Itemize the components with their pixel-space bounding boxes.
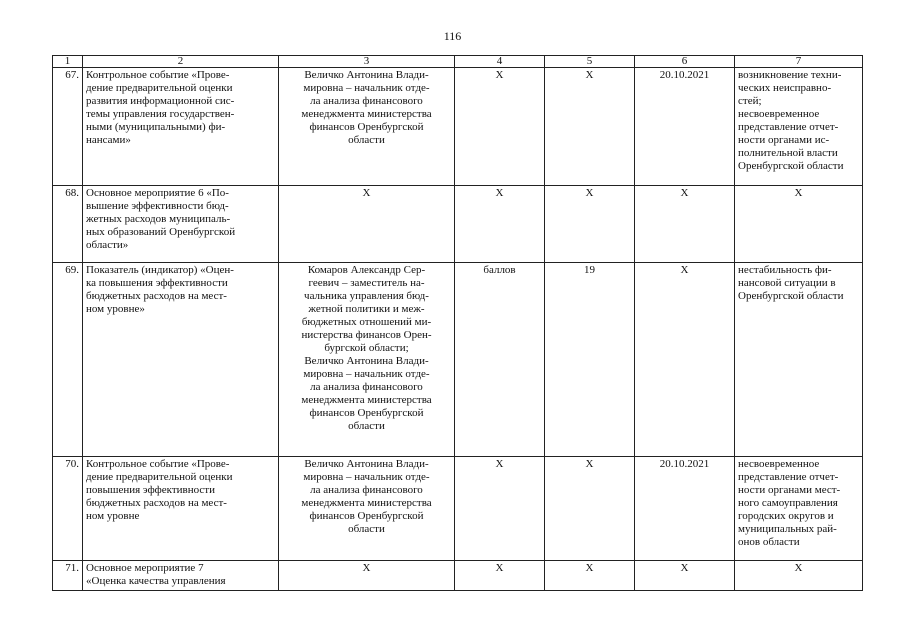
row-name: Основное мероприятие 6 «По- вышение эффективности бюд- жетных расходов муниципаль- ных образований Оренбургской области» — [83, 186, 279, 263]
row-name: Контрольное событие «Прове- дение предварительной оценки повышения эффективности бюджетных расходов на мест- ном уровне — [83, 457, 279, 561]
row-number: 68. — [53, 186, 83, 263]
row-unit: Х — [455, 457, 545, 561]
table-row — [53, 68, 863, 186]
col-header-7: 7 — [735, 56, 863, 68]
row-number: 71. — [53, 561, 83, 591]
page-number: 116 — [443, 29, 462, 43]
row-value: Х — [545, 457, 635, 561]
row-responsible: Величко Антонина Влади- мировна – начальник отде- ла анализа финансового менеджмента министерства финансов Оренбургской области — [279, 457, 455, 561]
row-risk: Х — [735, 561, 863, 591]
col-header-1: 1 — [53, 56, 83, 68]
row-unit: баллов — [455, 263, 545, 457]
header-row — [53, 56, 863, 68]
row-number: 70. — [53, 457, 83, 561]
col-header-4: 4 — [455, 56, 545, 68]
row-name: Контрольное событие «Прове- дение предварительной оценки развития информационной сис- темы управления государствен- ными (муниципальными) фи- нансами» — [83, 68, 279, 186]
row-risk: нестабильность фи- нансовой ситуации в Оренбургской области — [735, 263, 863, 457]
row-responsible: Х — [279, 561, 455, 591]
row-unit: Х — [455, 68, 545, 186]
row-risk: возникновение техни- ческих неисправно- стей; несвоевременное представление отчет- ности органами ис- полнительной власти Оренбургской области — [735, 68, 863, 186]
col-header-3: 3 — [279, 56, 455, 68]
row-number: 67. — [53, 68, 83, 186]
row-date: 20.10.2021 — [635, 68, 735, 186]
row-date: Х — [635, 263, 735, 457]
row-risk: несвоевременное представление отчет- ности органами мест- ного самоуправления городских округов и муниципальных рай- онов области — [735, 457, 863, 561]
table-row — [53, 457, 863, 561]
table-row — [53, 561, 863, 591]
row-date: Х — [635, 561, 735, 591]
row-value: Х — [545, 68, 635, 186]
col-header-2: 2 — [83, 56, 279, 68]
row-responsible: Величко Антонина Влади- мировна – начальник отде- ла анализа финансового менеджмента министерства финансов Оренбургской области — [279, 68, 455, 186]
row-responsible: Х — [279, 186, 455, 263]
row-name: Показатель (индикатор) «Оцен- ка повышения эффективности бюджетных расходов на мест- ном уровне» — [83, 263, 279, 457]
row-responsible: Комаров Александр Сер- геевич – заместитель на- чальника управления бюд- жетной политики и меж- бюджетных отношений ми- нистерства финансов Орен- бургской области; Величко Антонина Влади- мировна – начальник отде- ла анализа финансового менеджмента министерства финансов Оренбургской области — [279, 263, 455, 457]
row-date: Х — [635, 186, 735, 263]
row-number: 69. — [53, 263, 83, 457]
col-header-6: 6 — [635, 56, 735, 68]
table-row — [53, 186, 863, 263]
row-risk: Х — [735, 186, 863, 263]
table-row — [53, 263, 863, 457]
row-value: Х — [545, 561, 635, 591]
row-value: Х — [545, 186, 635, 263]
row-value: 19 — [545, 263, 635, 457]
col-header-5: 5 — [545, 56, 635, 68]
row-unit: Х — [455, 186, 545, 263]
row-date: 20.10.2021 — [635, 457, 735, 561]
plan-table — [52, 55, 863, 591]
row-name: Основное мероприятие 7 «Оценка качества управления — [83, 561, 279, 591]
row-unit: Х — [455, 561, 545, 591]
